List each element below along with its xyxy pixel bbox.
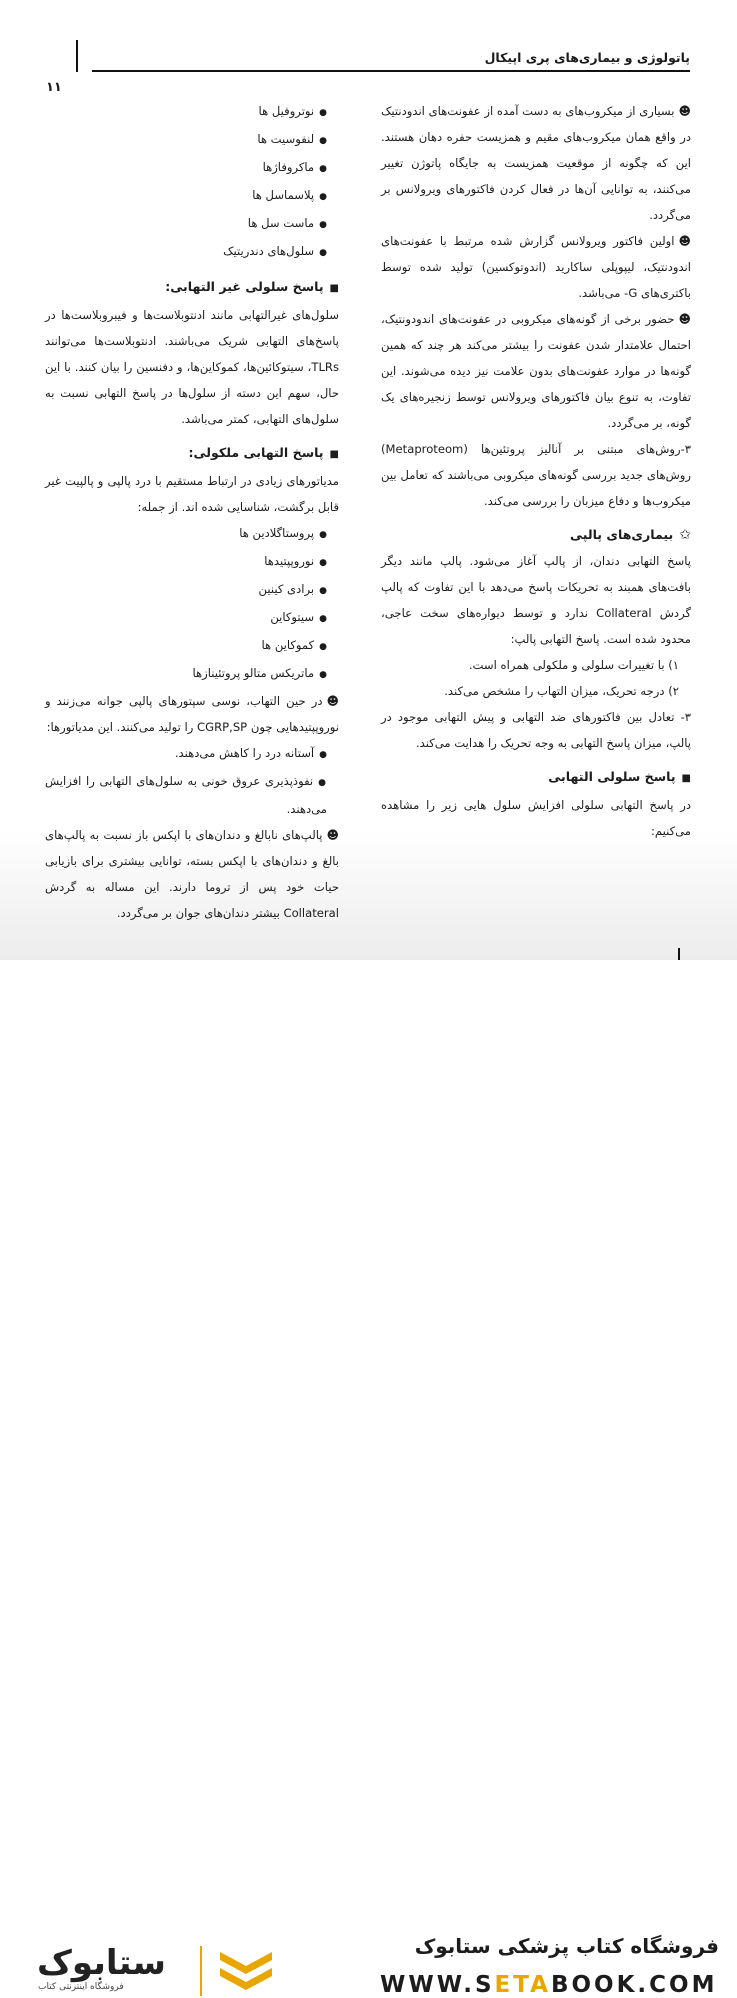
store-banner [0, 960, 737, 1998]
paragraph-nociceptors: ☻ در حین التهاب، نوسی سپتورهای پالپی جوانه می‌زنند و نوروپپتیدهایی چون CGRP,SP را تولید می‌کنند. این مدیاتورها: [45, 688, 339, 740]
header-horizontal-rule [92, 70, 690, 72]
store-logo-text: ستابوک [37, 1943, 166, 1983]
header-vertical-rule [76, 40, 78, 72]
logo-divider [200, 1946, 202, 1996]
cell-item: ● سلول‌های دندریتیک [45, 238, 327, 266]
column-marker [678, 948, 680, 960]
paragraph-cellular: در پاسخ التهابی سلولی افزایش سلول هایی زیر را مشاهده می‌کنیم: [381, 798, 691, 838]
cell-item: ● نوتروفیل ها [45, 98, 327, 126]
paragraph-balance: ۳- تعادل بین فاکتورهای ضد التهابی و پیش التهابی موجود در پالپ، میزان پاسخ التهابی به وجه تحریک را هدایت می‌کند. [381, 710, 691, 750]
paragraph-microbes: ☻ بسیاری از میکروب‌های به دست آمده از عفونت‌های اندودنتیک در واقع همان میکروب‌های مقیم و همزیست حفره دهان هستند. این که چگونه از موقعیت همزیست به جایگاه پاتوژن تغییر می‌کنند، به توانایی آن‌ها در فعال کردن فاکتورهای ویرولانس بر می‌گردد. [381, 98, 691, 228]
cell-item: ● ماکروفاژها [45, 154, 327, 182]
cell-item: ● ماست سل ها [45, 210, 327, 238]
url-part-c: BOOK.COM [550, 1972, 718, 1998]
paragraph-metaproteom: ۳-روش‌های مبتنی بر آنالیز پروتئین‌ها (Metaproteom) روش‌های جدید بررسی گونه‌های میکروبی می‌باشند که تعامل بین میکروب‌ها و دفاع میزبان را بررسی می‌کند. [381, 442, 691, 508]
store-url[interactable] [380, 1972, 717, 1998]
effect-item: ● آستانه درد را کاهش می‌دهند. [45, 740, 327, 768]
store-logo-subtitle: فروشگاه اینترنتی کتاب [38, 1982, 124, 1992]
mediator-item: ● کموکاین ها [45, 632, 327, 660]
mediator-item: ● ماتریکس متالو پروتئینازها [45, 660, 327, 688]
heading-noninflammatory: ■ پاسخ سلولی غیر التهابی: [45, 266, 339, 302]
right-column [381, 98, 691, 844]
url-part-a: WWW.S [380, 1972, 495, 1998]
paragraph-lps: ☻ اولین فاکتور ویرولانس گزارش شده مرتبط با عفونت‌های اندودنتیک، لیپوپلی ساکارید (اندوتوکسین) تولید شده توسط باکتری‌های G- می‌باشد. [381, 228, 691, 306]
paragraph-immature-pulp: ☻ پالپ‌های نابالغ و دندان‌های با اپکس باز نسبت به پالپ‌های بالغ و دندان‌های با اپکس بسته، توانایی بیشتری برای بازیابی حیات خود پس از تروما دارند. این مساله به گردش Collateral بیشتر دندان‌های جوان بر می‌گردد. [45, 822, 339, 926]
chevron-logo-icon [216, 1946, 276, 1998]
url-part-highlight: ETA [494, 1972, 551, 1998]
paragraph-molecular: مدیاتورهای زیادی در ارتباط مستقیم با درد پالپی و پالپیت غیر قابل برگشت، شناسایی شده اند. از جمله: [45, 474, 339, 514]
paragraph-noninflammatory: سلول‌های غیرالتهابی مانند ادنتوبلاست‌ها و فیبروبلاست‌ها در پاسخ‌های التهابی شریک می‌باشند. ادنتوبلاست‌ها می‌توانند TLRs، سیتوکائین‌ها، کموکاین‌ها، و دفنسین را بیان کنند. با این حال، سهم این دسته از سلول‌ها در پاسخ التهابی نسبت به سلول‌های التهابی، کمتر می‌باشد. [45, 308, 339, 426]
paragraph-species: ☻ حضور برخی از گونه‌های میکروبی در عفونت‌های اندودونتیک، احتمال علامتدار شدن عفونت را بیشتر می‌کند هر چند که همین گونه‌ها در موارد عفونت‌های بدون علامت نیز دیده می‌شوند. این تفاوت، به تنوع بیان فاکتورهای ویرولانس توسط زنجیره‌های یک گونه، بر می‌گردد. [381, 306, 691, 436]
page-number: ۱۱ [46, 80, 62, 95]
book-page [0, 0, 737, 960]
mediator-item: ● پروستاگلادین ها [45, 520, 327, 548]
heading-molecular: ■ پاسخ التهابی ملکولی: [45, 432, 339, 468]
running-header [46, 40, 690, 72]
cell-item: ● لنفوسیت ها [45, 126, 327, 154]
mediator-item: ● سیتوکاین [45, 604, 327, 632]
numbered-item-2: ۲) درجه تحریک، میزان التهاب را مشخص می‌کند. [444, 684, 679, 698]
left-column [45, 98, 339, 926]
numbered-item-1: ۱) با تغییرات سلولی و ملکولی همراه است. [468, 658, 679, 672]
chapter-title: پاتولوژی و بیماری‌های پری اپیکال [484, 50, 690, 65]
mediator-item: ● نوروپپتیدها [45, 548, 327, 576]
paragraph-pulp-response: پاسخ التهابی دندان، از پالپ آغاز می‌شود. پالپ مانند دیگر بافت‌های همبند به تحریکات پاسخ می‌دهد با این تفاوت که پالپ گردش Collateral ندارد و توسط دیواره‌های سخت عاجی، محدود شده است. پاسخ التهابی پالپ: [381, 554, 691, 646]
heading-pulp-diseases: ✩ بیماری‌های پالپی [381, 514, 691, 548]
heading-cellular-response: ■ پاسخ سلولی التهابی [381, 756, 691, 792]
mediator-item: ● برادی کینین [45, 576, 327, 604]
cell-item: ● پلاسماسل ها [45, 182, 327, 210]
store-name: فروشگاه کتاب پزشکی ستابوک [414, 1934, 719, 1958]
effect-item: ● نفوذپذیری عروق خونی به سلول‌های التهابی را افزایش می‌دهند. [45, 768, 327, 822]
